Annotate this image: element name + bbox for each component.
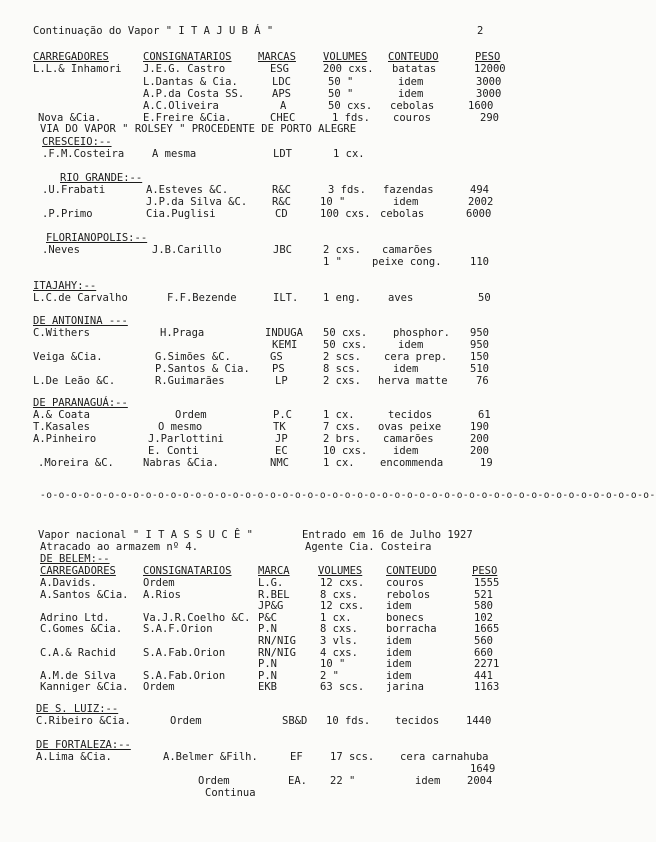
consignee: F.F.Bezende bbox=[167, 292, 237, 304]
weight: 3000 bbox=[476, 76, 502, 88]
shipper: A.& Coata bbox=[33, 409, 90, 421]
weight: 110 bbox=[470, 256, 489, 268]
volume: 2 brs. bbox=[323, 433, 361, 445]
column-header-consignee: CONSIGNATARIOS bbox=[143, 51, 232, 63]
content: idem bbox=[386, 658, 412, 671]
mark: EF bbox=[290, 751, 303, 763]
section-title: DE FORTALEZA:-- bbox=[36, 739, 131, 751]
weight: 441 bbox=[474, 669, 493, 682]
column-header-contents: CONTEUDO bbox=[388, 51, 439, 63]
consignee: A mesma bbox=[152, 148, 197, 160]
content: idem bbox=[393, 363, 419, 375]
consignee: Ordem bbox=[198, 775, 230, 787]
content: jarina bbox=[386, 681, 424, 694]
shipper: A.Pinheiro bbox=[33, 433, 97, 445]
shipper: T.Kasales bbox=[33, 421, 90, 433]
content: idem bbox=[398, 76, 424, 88]
weight: 580 bbox=[474, 600, 493, 613]
volume: 10 fds. bbox=[326, 715, 371, 727]
consignee: H.Praga bbox=[160, 327, 205, 339]
section1-note: VIA DO VAPOR " ROLSEY " PROCEDENTE DE PORTO ALEGRE bbox=[40, 123, 357, 135]
mark: EKB bbox=[258, 681, 277, 694]
content: idem bbox=[415, 775, 441, 787]
agent-info: Agente Cia. Costeira bbox=[305, 541, 432, 553]
mark: P.N bbox=[258, 658, 277, 671]
consignee: A.Esteves &C. bbox=[146, 184, 229, 196]
page-number: 2 bbox=[477, 25, 484, 37]
column-header-consignee: CONSIGNATARIOS bbox=[143, 565, 232, 577]
content: rebolos bbox=[386, 588, 431, 601]
volume: 10 " bbox=[320, 196, 346, 208]
consignee: E.Freire &Cia. bbox=[143, 112, 232, 124]
content: idem bbox=[386, 646, 412, 659]
mark: ILT. bbox=[273, 292, 299, 304]
mark: NMC bbox=[270, 457, 289, 469]
mark: CD bbox=[275, 208, 288, 220]
content: tecidos bbox=[388, 409, 433, 421]
mark: R&C bbox=[272, 184, 291, 196]
weight: 61 bbox=[478, 409, 491, 421]
weight: 3000 bbox=[476, 88, 502, 100]
weight: 1555 bbox=[474, 577, 500, 589]
mark: R.BEL bbox=[258, 588, 290, 601]
content: idem bbox=[386, 600, 412, 613]
mark: P.C bbox=[273, 409, 292, 421]
content: borracha bbox=[386, 623, 437, 636]
volume: 1 cx. bbox=[323, 409, 355, 421]
weight: 1649 bbox=[470, 763, 496, 775]
separator-line: -o-o-o-o-o-o-o-o-o-o-o-o-o-o-o-o-o-o-o-o-o-o-o-o-o-o-o-o-o-o-o-o-o-o-o-o-o-o-o-o-o-o-o-o-o-o-o-o-o- bbox=[40, 490, 656, 501]
shipper: C.Withers bbox=[33, 327, 90, 339]
weight: 1665 bbox=[474, 623, 500, 636]
consignee: R.Guimarães bbox=[155, 375, 225, 387]
consignee: G.Simões &C. bbox=[155, 351, 231, 363]
vessel-title: Vapor nacional " I T A S S U C Ê " bbox=[38, 529, 253, 541]
column-header-contents: CONTEUDO bbox=[386, 565, 437, 577]
column-header-weight: PESO bbox=[475, 51, 501, 63]
volume: 8 cxs. bbox=[320, 588, 358, 601]
weight: 150 bbox=[470, 351, 489, 363]
content: idem bbox=[398, 339, 424, 351]
mark: TK bbox=[273, 421, 286, 433]
content: herva matte bbox=[378, 375, 448, 387]
consignee: A.P.da Costa SS. bbox=[143, 88, 245, 100]
column-header-marks: MARCA bbox=[258, 565, 290, 577]
content: phosphor. bbox=[393, 327, 450, 339]
shipper: L.C.de Carvalho bbox=[33, 292, 128, 304]
shipper: .U.Frabati bbox=[42, 184, 106, 196]
content: tecidos bbox=[395, 715, 440, 727]
consignee: S.A.Fab.Orion bbox=[143, 646, 226, 659]
volume: 50 " bbox=[328, 76, 354, 88]
volume: 8 scs. bbox=[323, 363, 361, 375]
weight: 200 bbox=[470, 445, 489, 457]
content: idem bbox=[398, 88, 424, 100]
volume: 50 cxs. bbox=[328, 100, 373, 112]
volume: 17 scs. bbox=[330, 751, 375, 763]
consignee: J.E.G. Castro bbox=[143, 63, 226, 75]
section-title: DE S. LUIZ:-- bbox=[36, 703, 119, 715]
continued-note: Continua bbox=[205, 787, 256, 799]
shipper: Kanniger &Cia. bbox=[40, 681, 129, 694]
content: idem bbox=[393, 445, 419, 457]
content: aves bbox=[388, 292, 414, 304]
content: encommenda bbox=[380, 457, 444, 469]
column-header-volumes: VOLUMES bbox=[318, 565, 363, 577]
mark: SB&D bbox=[282, 715, 308, 727]
weight: 190 bbox=[470, 421, 489, 433]
mark: EC bbox=[275, 445, 288, 457]
mark: L.G. bbox=[258, 577, 284, 589]
consignee: Cia.Puglisi bbox=[146, 208, 216, 220]
mark: PS bbox=[272, 363, 285, 375]
mark: ESG bbox=[270, 63, 289, 75]
volume: 1 cx. bbox=[320, 611, 352, 624]
weight: 1440 bbox=[466, 715, 492, 727]
weight: 50 bbox=[478, 292, 491, 304]
shipper: A.Davids. bbox=[40, 577, 97, 589]
weight: 12000 bbox=[474, 63, 506, 75]
content: idem bbox=[393, 196, 419, 208]
weight: 1163 bbox=[474, 681, 500, 694]
content: camarões bbox=[383, 433, 434, 445]
consignee: S.A.F.Orion bbox=[143, 623, 213, 636]
consignee: Nabras &Cia. bbox=[143, 457, 219, 469]
shipper: A.Santos &Cia. bbox=[40, 588, 129, 601]
content: cera carnahuba bbox=[400, 751, 489, 763]
shipper: L.De Leão &C. bbox=[33, 375, 116, 387]
volume: 1 fds. bbox=[332, 112, 370, 124]
shipper: A.M.de Silva bbox=[40, 669, 116, 682]
shipper: A.Lima &Cia. bbox=[36, 751, 112, 763]
mark: GS bbox=[270, 351, 283, 363]
weight: 660 bbox=[474, 646, 493, 659]
consignee: J.P.da Silva &C. bbox=[146, 196, 248, 208]
content: camarões bbox=[382, 244, 433, 256]
mark: JP&G bbox=[258, 600, 284, 613]
volume: 10 cxs. bbox=[323, 445, 368, 457]
shipper: .Moreira &C. bbox=[38, 457, 114, 469]
volume: 50 cxs. bbox=[323, 327, 368, 339]
content: couros bbox=[393, 112, 431, 124]
weight: 521 bbox=[474, 588, 493, 601]
content: bonecs bbox=[386, 611, 424, 624]
volume: 63 scs. bbox=[320, 681, 365, 694]
volume: 8 cxs. bbox=[320, 623, 358, 636]
weight: 2271 bbox=[474, 658, 500, 671]
consignee: J.B.Carillo bbox=[152, 244, 222, 256]
volume: 50 cxs. bbox=[323, 339, 368, 351]
volume: 3 vls. bbox=[320, 635, 358, 647]
volume: 22 " bbox=[330, 775, 356, 787]
mark: P.N bbox=[258, 669, 277, 682]
consignee: A.C.Oliveira bbox=[143, 100, 219, 112]
consignee: A.Belmer &Filh. bbox=[163, 751, 258, 763]
weight: 494 bbox=[470, 184, 489, 196]
column-header-weight: PESO bbox=[472, 565, 498, 577]
weight: 19 bbox=[480, 457, 493, 469]
mark: RN/NIG bbox=[258, 635, 296, 647]
weight: 2004 bbox=[467, 775, 493, 787]
content: cebolas bbox=[380, 208, 425, 220]
volume: 50 " bbox=[328, 88, 354, 100]
volume: 1 " bbox=[323, 256, 342, 268]
consignee: S.A.Fab.Orion bbox=[143, 669, 226, 682]
volume: 1 cx. bbox=[333, 148, 365, 160]
content: idem bbox=[386, 635, 412, 647]
volume: 2 " bbox=[320, 669, 339, 682]
column-header-marks: MARCAS bbox=[258, 51, 296, 63]
mark: A bbox=[280, 100, 287, 112]
weight: 200 bbox=[470, 433, 489, 445]
weight: 76 bbox=[476, 375, 489, 387]
volume: 100 cxs. bbox=[320, 208, 371, 220]
weight: 290 bbox=[480, 112, 499, 124]
shipper: Adrino Ltd. bbox=[40, 611, 110, 624]
volume: 12 cxs. bbox=[320, 577, 365, 589]
mark: LP bbox=[275, 375, 288, 387]
document-header: Continuação do Vapor " I T A J U B Á " bbox=[33, 25, 274, 37]
volume: 12 cxs. bbox=[320, 600, 365, 613]
shipper: C.Gomes &Cia. bbox=[40, 623, 123, 636]
consignee: Ordem bbox=[143, 681, 175, 694]
mark: R&C bbox=[272, 196, 291, 208]
mark: JBC bbox=[273, 244, 292, 256]
mark: RN/NIG bbox=[258, 646, 296, 659]
consignee: J.Parlottini bbox=[148, 433, 224, 445]
section-title: RIO GRANDE:-- bbox=[60, 172, 143, 184]
mark: JP bbox=[275, 433, 288, 445]
consignee: A.Rios bbox=[143, 588, 181, 601]
mark: CHEC bbox=[270, 112, 296, 124]
weight: 6000 bbox=[466, 208, 492, 220]
section-title: DE PARANAGUÁ:-- bbox=[33, 397, 128, 409]
content: idem bbox=[386, 669, 412, 682]
consignee: P.Santos & Cia. bbox=[155, 363, 250, 375]
weight: 102 bbox=[474, 611, 493, 624]
volume: 2 cxs. bbox=[323, 244, 361, 256]
volume: 200 cxs. bbox=[323, 63, 374, 75]
content: cebolas bbox=[390, 100, 435, 112]
consignee: Ordem bbox=[143, 577, 175, 589]
section-title: FLORIANOPOLIS:-- bbox=[46, 232, 148, 244]
content: ovas peixe bbox=[378, 421, 442, 433]
volume: 10 " bbox=[320, 658, 346, 671]
content: peixe cong. bbox=[372, 256, 442, 268]
content: couros bbox=[386, 577, 424, 589]
volume: 2 cxs. bbox=[323, 375, 361, 387]
weight: 510 bbox=[470, 363, 489, 375]
consignee: O mesmo bbox=[158, 421, 203, 433]
shipper: Nova &Cia. bbox=[38, 112, 102, 124]
consignee: Ordem bbox=[170, 715, 202, 727]
consignee: Ordem bbox=[175, 409, 207, 421]
weight: 1600 bbox=[468, 100, 494, 112]
section-title: DE ANTONINA --- bbox=[33, 315, 128, 327]
shipper: L.L.& Inhamori bbox=[33, 63, 122, 75]
shipper: .F.M.Costeira bbox=[42, 148, 125, 160]
mark: EA. bbox=[288, 775, 307, 787]
column-header-shipper: CARREGADORES bbox=[33, 51, 109, 63]
shipper: C.Ribeiro &Cia. bbox=[36, 715, 131, 727]
volume: 1 eng. bbox=[323, 292, 361, 304]
consignee: L.Dantas & Cia. bbox=[143, 76, 238, 88]
consignee: Va.J.R.Coelho &C. bbox=[143, 611, 251, 624]
shipper: C.A.& Rachid bbox=[40, 646, 116, 659]
weight: 950 bbox=[470, 327, 489, 339]
volume: 4 cxs. bbox=[320, 646, 358, 659]
shipper: .Neves bbox=[42, 244, 80, 256]
entry-date: Entrado em 16 de Julho 1927 bbox=[302, 529, 473, 541]
mark: INDUGA bbox=[265, 327, 303, 339]
weight: 560 bbox=[474, 635, 493, 647]
volume: 2 scs. bbox=[323, 351, 361, 363]
volume: 1 cx. bbox=[323, 457, 355, 469]
berth-info: Atracado ao armazem nº 4. bbox=[40, 541, 199, 553]
consignee: E. Conti bbox=[148, 445, 199, 457]
volume: 3 fds. bbox=[328, 184, 366, 196]
mark: LDT bbox=[273, 148, 292, 160]
content: batatas bbox=[392, 63, 437, 75]
content: fazendas bbox=[383, 184, 434, 196]
weight: 2002 bbox=[468, 196, 494, 208]
mark: LDC bbox=[272, 76, 291, 88]
column-header-shipper: CARREGADORES bbox=[40, 565, 116, 577]
mark: P.N bbox=[258, 623, 277, 636]
shipper: .P.Primo bbox=[42, 208, 93, 220]
section-title: CRESCEIO:-- bbox=[42, 136, 112, 148]
section-title: DE BELEM:-- bbox=[40, 553, 110, 565]
mark: APS bbox=[272, 88, 291, 100]
column-header-volumes: VOLUMES bbox=[323, 51, 368, 63]
section-title: ITAJAHY:-- bbox=[33, 280, 97, 292]
volume: 7 cxs. bbox=[323, 421, 361, 433]
mark: P&C bbox=[258, 611, 277, 624]
shipper: Veiga &Cia. bbox=[33, 351, 103, 363]
weight: 950 bbox=[470, 339, 489, 351]
mark: KEMI bbox=[272, 339, 298, 351]
content: cera prep. bbox=[384, 351, 448, 363]
